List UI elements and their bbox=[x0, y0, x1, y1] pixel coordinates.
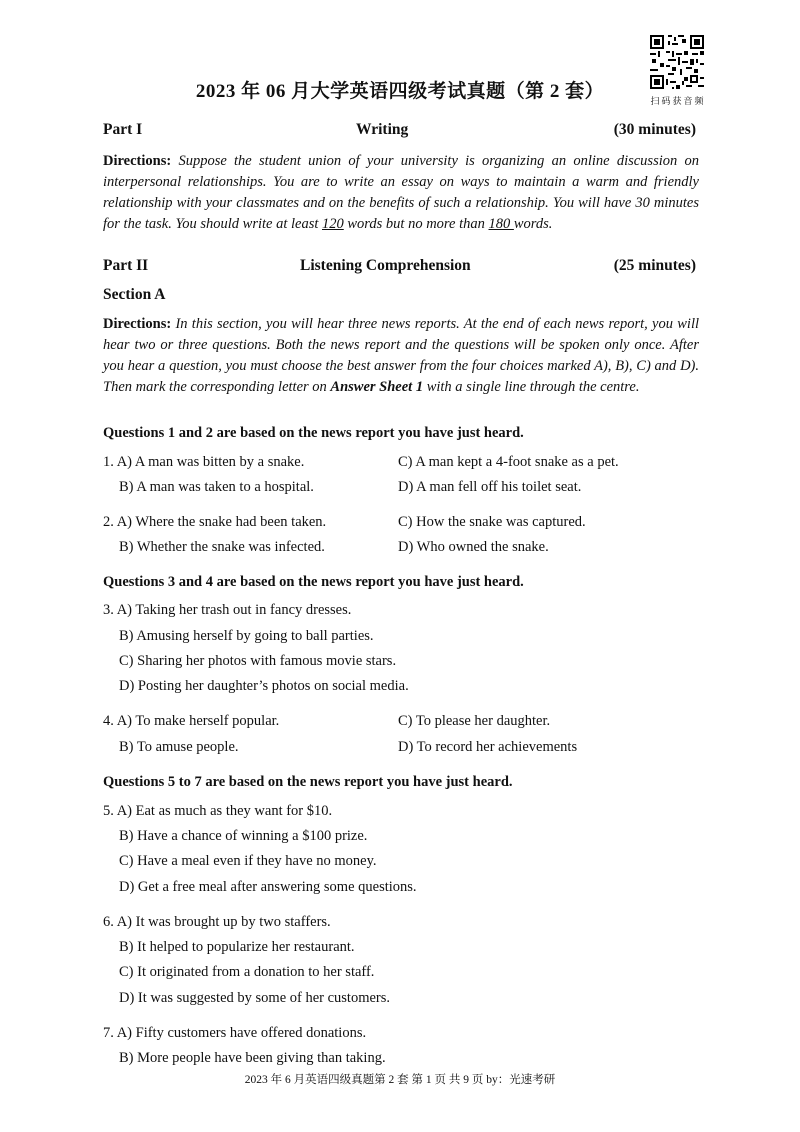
q1-option-c: C) A man kept a 4-foot snake as a pet. bbox=[398, 454, 619, 470]
q2-option-d: D) Who owned the snake. bbox=[398, 539, 549, 555]
q7-option-a: 7. A) Fifty customers have offered donations. bbox=[103, 1025, 367, 1041]
q6-option-d: D) It was suggested by some of her customers. bbox=[119, 990, 391, 1006]
part1-dir-text-a: Suppose the student union of your university is organizing an online discussion on interpersonal relationships. You are to write an essay on ways to maintain a warm and friendly relationship with your classmates and on the benefits of such a relationship. You will have 30 minutes for the task. You should write at least bbox=[103, 153, 699, 232]
qr-caption: 扫码获音频 bbox=[650, 97, 706, 107]
section-a-heading bbox=[103, 286, 696, 306]
group-heading-2: Questions 3 and 4 are based on the news report you have just heard. bbox=[103, 574, 524, 590]
part2-header bbox=[103, 257, 696, 277]
q3-option-b: B) Amusing herself by going to ball parties. bbox=[119, 628, 374, 644]
section-a-label: Section A bbox=[103, 286, 166, 303]
q4-option-d: D) To record her achievements bbox=[398, 739, 578, 755]
part2-dir-text-b: with a single line through the centre. bbox=[423, 379, 640, 395]
q6-option-c: C) It originated from a donation to her staff. bbox=[119, 964, 375, 980]
part1-directions bbox=[103, 151, 699, 235]
group-heading-1: Questions 1 and 2 are based on the news report you have just heard. bbox=[103, 425, 524, 441]
q5-option-b: B) Have a chance of winning a $100 prize. bbox=[119, 828, 368, 844]
q5-option-d: D) Get a free meal after answering some questions. bbox=[119, 879, 417, 895]
q1-option-b: B) A man was taken to a hospital. bbox=[119, 479, 314, 495]
q6-option-b: B) It helped to popularize her restaurant. bbox=[119, 939, 355, 955]
q3-option-d: D) Posting her daughter’s photos on social media. bbox=[119, 678, 409, 694]
q7-option-b: B) More people have been giving than taking. bbox=[119, 1050, 386, 1066]
q5-option-c: C) Have a meal even if they have no money. bbox=[119, 853, 377, 869]
qr-code[interactable] bbox=[650, 35, 704, 89]
q4-option-a: 4. A) To make herself popular. bbox=[103, 713, 280, 729]
part1-label: Part I bbox=[103, 121, 143, 138]
answer-sheet-ref: Answer Sheet 1 bbox=[330, 379, 424, 395]
q1-option-d: D) A man fell off his toilet seat. bbox=[398, 479, 582, 495]
part1-dir-text-b: words but no more than bbox=[343, 216, 489, 232]
part1-header bbox=[103, 121, 696, 141]
part2-label: Part II bbox=[103, 257, 149, 274]
q2-option-a: 2. A) Where the snake had been taken. bbox=[103, 514, 327, 530]
part2-dir-text-a: In this section, you will hear three news reports. At the end of each news report, you will hear two or three questions. Both the news report and the questions will be spoken only once. After you hear a question, you must choose the best answer from the four choices marked A), B), C) and D). Then mark the corresponding letter on bbox=[103, 316, 699, 395]
part1-time: (30 minutes) bbox=[613, 121, 696, 138]
q3-option-a: 3. A) Taking her trash out in fancy dresses. bbox=[103, 602, 352, 618]
q2-option-c: C) How the snake was captured. bbox=[398, 514, 586, 530]
q5-option-a: 5. A) Eat as much as they want for $10. bbox=[103, 803, 333, 819]
part2-directions bbox=[103, 314, 699, 398]
page-title: 2023 年 06 月大学英语四级考试真题（第 2 套） bbox=[195, 81, 605, 102]
q3-option-c: C) Sharing her photos with famous movie stars. bbox=[119, 653, 397, 669]
group-heading-3: Questions 5 to 7 are based on the news report you have just heard. bbox=[103, 774, 513, 790]
q2-option-b: B) Whether the snake was infected. bbox=[119, 539, 325, 555]
part1-dir-text-c: words. bbox=[513, 216, 553, 232]
part1-min-words: 120 bbox=[322, 216, 344, 232]
q4-option-b: B) To amuse people. bbox=[119, 739, 239, 755]
part1-name: Writing bbox=[356, 121, 409, 138]
part2-name: Listening Comprehension bbox=[300, 257, 471, 274]
part1-max-words: 180 bbox=[488, 216, 514, 232]
q1-option-a: 1. A) A man was bitten by a snake. bbox=[103, 454, 305, 470]
part2-time: (25 minutes) bbox=[613, 257, 696, 274]
page-footer: 2023 年 6 月英语四级真题第 2 套 第 1 页 共 9 页 by：光速考研 bbox=[244, 1074, 556, 1086]
q4-option-c: C) To please her daughter. bbox=[398, 713, 551, 729]
part1-dir-label: Directions: bbox=[103, 153, 172, 169]
q6-option-a: 6. A) It was brought up by two staffers. bbox=[103, 914, 331, 930]
part2-dir-label: Directions: bbox=[103, 316, 172, 332]
